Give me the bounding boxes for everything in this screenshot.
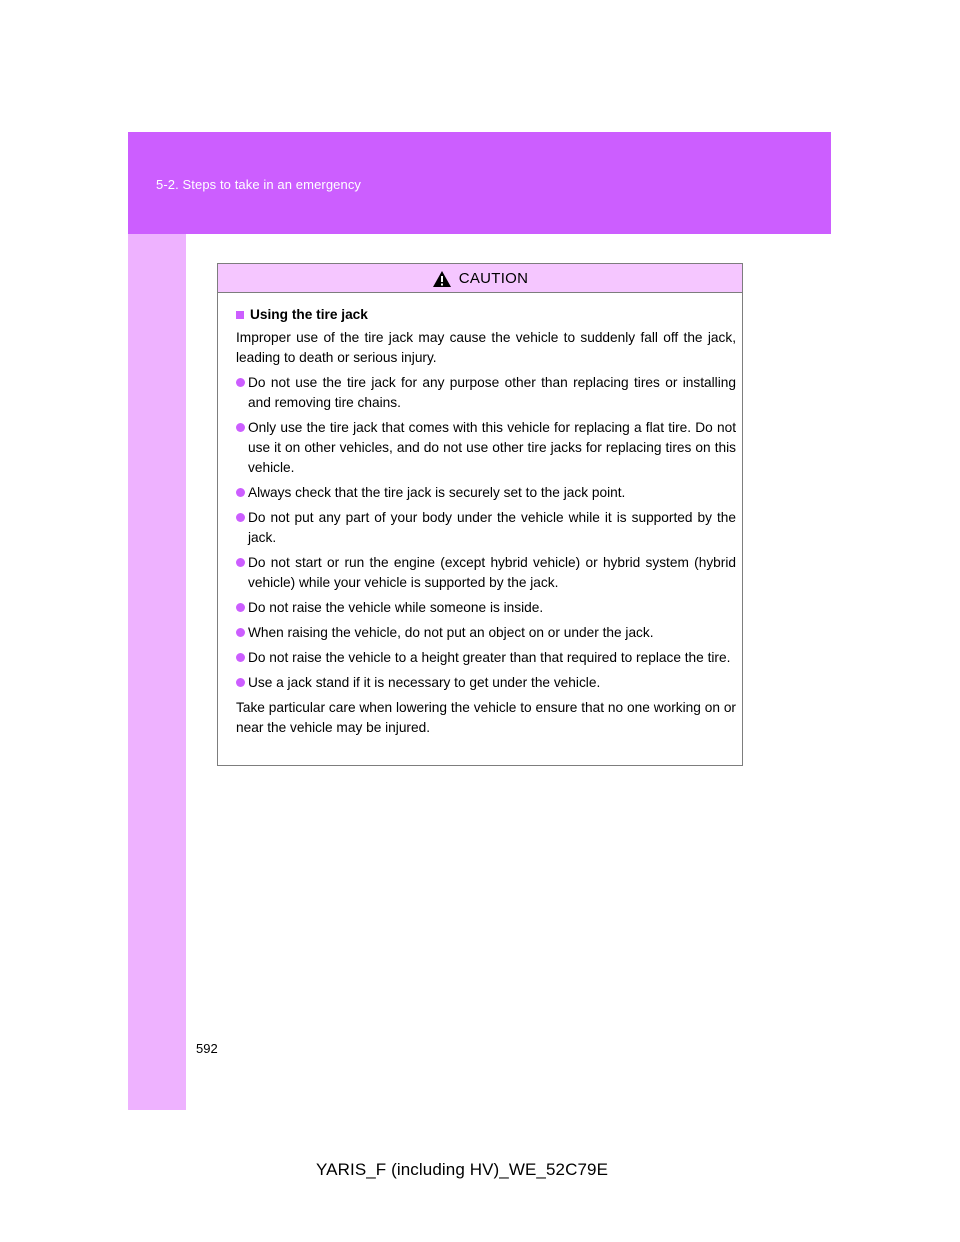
list-item-text: Use a jack stand if it is necessary to get under the vehicle. bbox=[248, 675, 601, 690]
closing-paragraph: Take particular care when lowering the vehicle to ensure that no one working on or near the vehicle may be injured. bbox=[236, 700, 736, 735]
list-item bbox=[236, 373, 736, 413]
dot-bullet-icon bbox=[236, 603, 245, 612]
list-item-text: Always check that the tire jack is securely set to the jack point. bbox=[248, 485, 626, 500]
list-item-text: Do not start or run the engine (except hybrid vehicle) or hybrid system (hybrid vehicle) while your vehicle is supported by the jack. bbox=[248, 555, 736, 590]
list-item bbox=[236, 623, 736, 643]
section-title: 5-2. Steps to take in an emergency bbox=[156, 177, 362, 192]
intro-paragraph: Improper use of the tire jack may cause the vehicle to suddenly fall off the jack, leading to death or serious injury. bbox=[236, 330, 736, 365]
list-item bbox=[236, 598, 736, 618]
list-item bbox=[236, 648, 736, 668]
list-item-text: Do not raise the vehicle to a height greater than that required to replace the tire. bbox=[248, 650, 731, 665]
page-number: 592 bbox=[196, 1041, 218, 1056]
caution-box bbox=[217, 263, 743, 766]
list-item-text: Do not use the tire jack for any purpose other than replacing tires or installing and removing tire chains. bbox=[248, 375, 736, 410]
footer-code: YARIS_F (including HV)_WE_52C79E bbox=[316, 1160, 609, 1179]
dot-bullet-icon bbox=[236, 628, 245, 637]
caution-body bbox=[218, 293, 742, 738]
section-heading-text: Using the tire jack bbox=[250, 307, 368, 322]
list-item bbox=[236, 508, 736, 548]
dot-bullet-icon bbox=[236, 513, 245, 522]
square-bullet-icon bbox=[236, 311, 244, 319]
list-item-text: Do not put any part of your body under the vehicle while it is supported by the jack. bbox=[248, 510, 736, 545]
list-item bbox=[236, 553, 736, 593]
list-item bbox=[236, 418, 736, 478]
caution-bullet-list bbox=[236, 373, 736, 693]
dot-bullet-icon bbox=[236, 378, 245, 387]
section-heading bbox=[236, 305, 736, 325]
list-item bbox=[236, 483, 736, 503]
side-strip bbox=[128, 234, 186, 1110]
warning-triangle-icon bbox=[432, 270, 452, 288]
list-item-text: Do not raise the vehicle while someone is inside. bbox=[248, 600, 544, 615]
caution-title: CAUTION bbox=[458, 269, 529, 287]
dot-bullet-icon bbox=[236, 653, 245, 662]
list-item bbox=[236, 673, 736, 693]
dot-bullet-icon bbox=[236, 423, 245, 432]
dot-bullet-icon bbox=[236, 488, 245, 497]
dot-bullet-icon bbox=[236, 558, 245, 567]
list-item-text: When raising the vehicle, do not put an object on or under the jack. bbox=[248, 625, 654, 640]
dot-bullet-icon bbox=[236, 678, 245, 687]
list-item-text: Only use the tire jack that comes with this vehicle for replacing a flat tire. Do not use it on other vehicles, and do not use other tire jacks for replacing tires on this vehicle. bbox=[248, 420, 736, 475]
caution-header bbox=[218, 264, 742, 293]
